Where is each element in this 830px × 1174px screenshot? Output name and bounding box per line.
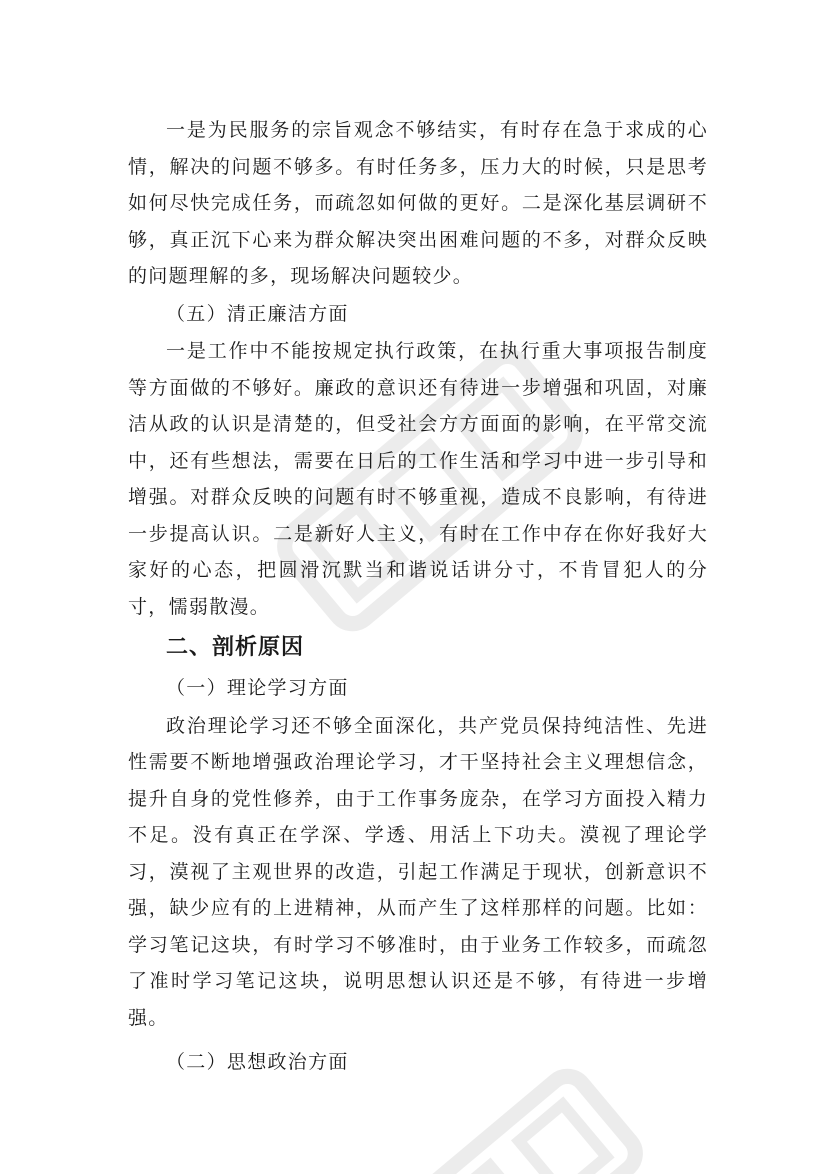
document-body <box>128 112 708 1082</box>
subheading-ideology-politics: （二）思想政治方面 <box>166 1051 349 1073</box>
section-heading-analysis: 二、剖析原因 <box>166 635 305 660</box>
paragraph-service-awareness: 一是为民服务的宗旨观念不够结实，有时存在急于求成的心情，解决的问题不够多。有时任务多，压力大的时候，只是思考如何尽快完成任务，而疏忽如何做的更好。二是深化基层调研不够，真正沉下心来为群众解决突出困难问题的不多，对群众反映的问题理解的多，现场解决问题较少。 <box>128 119 708 287</box>
subheading-integrity: （五）清正廉洁方面 <box>166 302 349 325</box>
paragraph-theory-study: 政治理论学习还不够全面深化，共产党员保持纯洁性、先进性需要不断地增强政治理论学习，才干坚持社会主义理想信念，提升自身的党性修养，由于工作事务庞杂，在学习方面投入精力不足。没有真正在学深、学透、用活上下功夫。漠视了理论学习，漠视了主观世界的改造，引起工作满足于现状，创新意识不强，缺少应有的上进精神，从而产生了这样那样的问题。比如：学习笔记这块，有时学习不够准时，由于业务工作较多，而疏忽了准时学习笔记这块，说明思想认识还是不够，有待进一步增强。 <box>128 714 708 1029</box>
subheading-theory-study: （一）理论学习方面 <box>166 677 349 699</box>
paragraph-integrity: 一是工作中不能按规定执行政策，在执行重大事项报告制度等方面做的不够好。廉政的意识还有待进一步增强和巩固，对廉洁从政的认识是清楚的，但受社会方方面面的影响，在平常交流中，还有些想法，需要在日后的工作生活和学习中进一步引导和增强。对群众反映的问题有时不够重视，造成不良影响，有待进一步提高认识。二是新好人主义，有时在工作中存在你好我好大家好的心态，把圆滑沉默当和谐说话讲分寸，不肯冒犯人的分寸，懦弱散漫。 <box>128 340 708 618</box>
